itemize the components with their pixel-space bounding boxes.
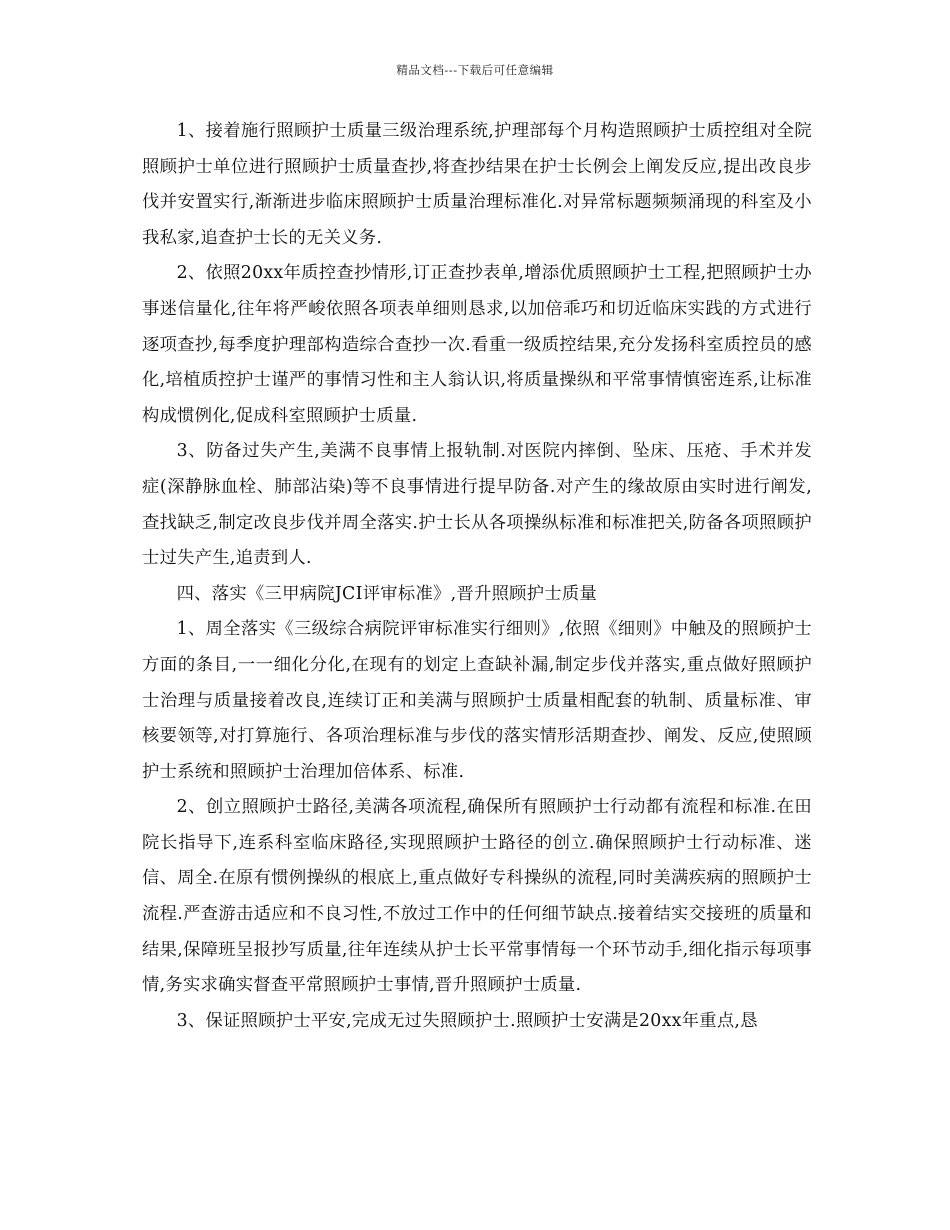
paragraph-quality-control: 1、接着施行照顾护士质量三级治理系统,护理部每个月构造照顾护士质控组对全院照顾护士单位进行照顾护士质量查抄,将查抄结果在护士长例会上阐发反应,提出改良步伐并安置实行,渐渐进步临床照顾护士质量治理标准化.对异常标题频频涌现的科室及小我私家,追查护士长的无关义务. [142,121,812,248]
paragraph-nursing-pathway: 2、创立照顾护士路径,美满各项流程,确保所有照顾护士行动都有流程和标准.在田院长指导下,连系科室临床路径,实现照顾护士路径的创立.确保照顾护士行动标准、迷信、周全.在原有惯例操纵的根底上,重点做好专科操纵的流程,同时美满疾病的照顾护士流程.严查游击适应和不良习性,不放过工作中的任何细节缺点.接着结实交接班的质量和结果,保障班呈报抄写质量,往年连续从护士长平常事情每一个环节动手,细化指示每项事情,务实求确实督查平常照顾护士事情,晋升照顾护士质量. [142,797,812,996]
page-header: 精品文档---下载后可任意编辑 [396,63,554,77]
document-body [142,114,812,1039]
paragraph-review-standards: 1、周全落实《三级综合病院评审标准实行细则》,依照《细则》中触及的照顾护士方面的条目,一一细化分化,在现有的划定上查缺补漏,制定步伐并落实,重点做好照顾护士治理与质量接着改良,连续订正和美满与照顾护士质量相配套的轨制、质量标准、审核要领等,对打算施行、各项治理标准与步伐的落实情形活期查抄、阐发、反应,使照顾护士系统和照顾护士治理加倍体系、标准. [142,619,812,782]
paragraph-error-prevention: 3、防备过失产生,美满不良事情上报轨制.对医院内摔倒、坠床、压疮、手术并发症(深静脉血栓、肺部沾染)等不良事情进行提早防备.对产生的缘故原由实时进行阐发,查找缺乏,制定改良步伐并周全落实.护士长从各项操纵标准和标准把关,防备各项照顾护士过失产生,追责到人. [142,441,812,569]
paragraph-inspection-forms: 2、依照20xx年质控查抄情形,订正查抄表单,增添优质照顾护士工程,把照顾护士办事迷信量化,往年将严峻依照各项表单细则恳求,以加倍乖巧和切近临床实践的方式进行逐项查抄,每季度护理部构造综合查抄一次.看重一级质控结果,充分发扬科室质控员的感化,培植质控护士谨严的事情习性和主人翁认识,将质量操纵和平常事情慎密连系,让标准构成惯例化,促成科室照顾护士质量. [142,263,812,426]
section-heading-jci: 四、落实《三甲病院JCI评审标准》,晋升照顾护士质量 [176,583,598,604]
paragraph-nursing-safety: 3、保证照顾护士平安,完成无过失照顾护士.照顾护士安满是20xx年重点,恳 [176,1010,758,1031]
